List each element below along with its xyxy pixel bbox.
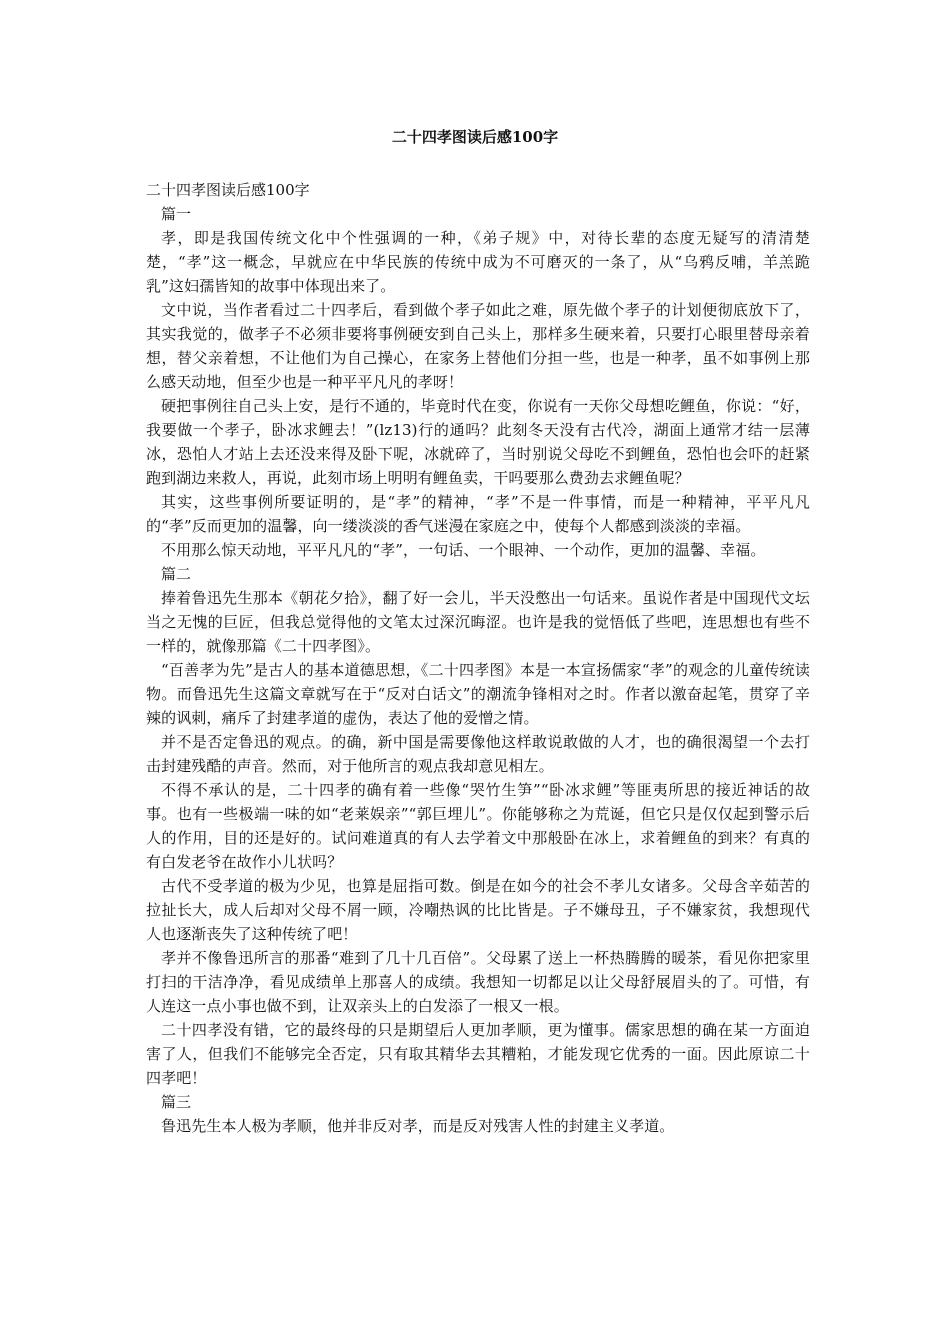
paragraph: 并不是否定鲁迅的观点。的确，新中国是需要像他这样敢说敢做的人才，也的确很渴望一个去打击封建残酷的声音。然而，对于他所言的观点我却意见相左。	[146, 733, 810, 775]
paragraph: 其实，这些事例所要证明的，是“孝”的精神，“孝”不是一件事情，而是一种精神，平平凡凡的“孝”反而更加的温馨，向一缕淡淡的香气迷漫在家庭之中，使每个人都感到淡淡的幸福。	[146, 493, 810, 535]
paragraph: 鲁迅先生本人极为孝顺，他并非反对孝，而是反对残害人性的封建主义孝道。	[161, 1117, 675, 1135]
document-body	[146, 178, 810, 1138]
paragraph: 孝，即是我国传统文化中个性强调的一种，《弟子规》中，对待长辈的态度无疑写的清清楚楚，“孝”这一概念，早就应在中华民族的传统中成为不可磨灭的一条了，从“乌鸦反哺，羊羔跪乳”这妇孺皆知的故事中体现出来了。	[146, 229, 810, 295]
paragraph: 文中说，当作者看过二十四孝后，看到做个孝子如此之难，原先做个孝子的计划便彻底放下了，其实我觉的，做孝子不必须非要将事例硬安到自己头上，那样多生硬来着，只要打心眼里替母亲着想，替父亲着想，不让他们为自己操心，在家务上替他们分担一些，也是一种孝，虽不如事例上那么感天动地，但至少也是一种平平凡凡的孝呀！	[146, 301, 810, 391]
paragraph: 不得不承认的是，二十四孝的确有着一些像“哭竹生笋”“卧冰求鲤”等匪夷所思的接近神话的故事。也有一些极端一味的如“老莱娱亲”“郭巨埋儿”。你能够称之为荒诞，但它只是仅仅起到警示后人的作用，目的还是好的。试问难道真的有人去学着文中那般卧在冰上，求着鲤鱼的到来？有真的有白发老爷在故作小儿状吗？	[146, 781, 810, 871]
paragraph: 孝并不像鲁迅所言的那番“难到了几十几百倍”。父母累了送上一杯热腾腾的暖茶，看见你把家里打扫的干洁净净，看见成绩单上那喜人的成绩。我想知一切都足以让父母舒展眉头的了。可惜，有人连这一点小事也做不到，让双亲头上的白发添了一根又一根。	[146, 949, 810, 1015]
section-heading: 篇三	[161, 1093, 192, 1111]
paragraph: 硬把事例往自己头上安，是行不通的，毕竟时代在变，你说有一天你父母想吃鲤鱼，你说：“好，我要做一个孝子，卧冰求鲤去！”(lz13)行的通吗？此刻冬天没有古代冷，湖面上通常才结一层薄冰，恐怕人才站上去还没来得及卧下呢，冰就碎了，当时别说父母吃不到鲤鱼，恐怕也会吓的赶紧跑到湖边来救人，再说，此刻市场上明明有鲤鱼卖，干吗要那么费劲去求鲤鱼呢？	[146, 397, 810, 487]
section-heading: 篇一	[161, 205, 192, 223]
document-title: 二十四孝图读后感100字	[391, 128, 559, 146]
paragraph: 古代不受孝道的极为少见，也算是屈指可数。倒是在如今的社会不孝儿女诸多。父母含辛茹苦的拉扯长大，成人后却对父母不屑一顾，冷嘲热讽的比比皆是。子不嫌母丑，子不嫌家贫，我想现代人也逐渐丧失了这种传统了吧！	[146, 877, 810, 943]
paragraph: “百善孝为先”是古人的基本道德思想，《二十四孝图》本是一本宣扬儒家“孝”的观念的儿童传统读物。而鲁迅先生这篇文章就写在于“反对白话文”的潮流争锋相对之时。作者以激奋起笔，贯穿了辛辣的讽刺，痛斥了封建孝道的虚伪，表达了他的爱憎之情。	[146, 661, 810, 727]
paragraph: 捧着鲁迅先生那本《朝花夕拾》，翻了好一会儿，半天没憋出一句话来。虽说作者是中国现代文坛当之无愧的巨匠，但我总觉得他的文笔太过深沉晦涩。也许是我的觉悟低了些吧，连思想也有些不一样的，就像那篇《二十四孝图》。	[146, 589, 810, 655]
paragraph: 二十四孝没有错，它的最终母的只是期望后人更加孝顺，更为懂事。儒家思想的确在某一方面迫害了人，但我们不能够完全否定，只有取其精华去其糟粕，才能发现它优秀的一面。因此原谅二十四孝吧！	[146, 1021, 810, 1087]
paragraph: 不用那么惊天动地，平平凡凡的“孝”，一句话、一个眼神、一个动作，更加的温馨、幸福。	[161, 541, 766, 559]
section-heading: 篇二	[161, 565, 192, 583]
document-subtitle: 二十四孝图读后感100字	[146, 181, 310, 199]
